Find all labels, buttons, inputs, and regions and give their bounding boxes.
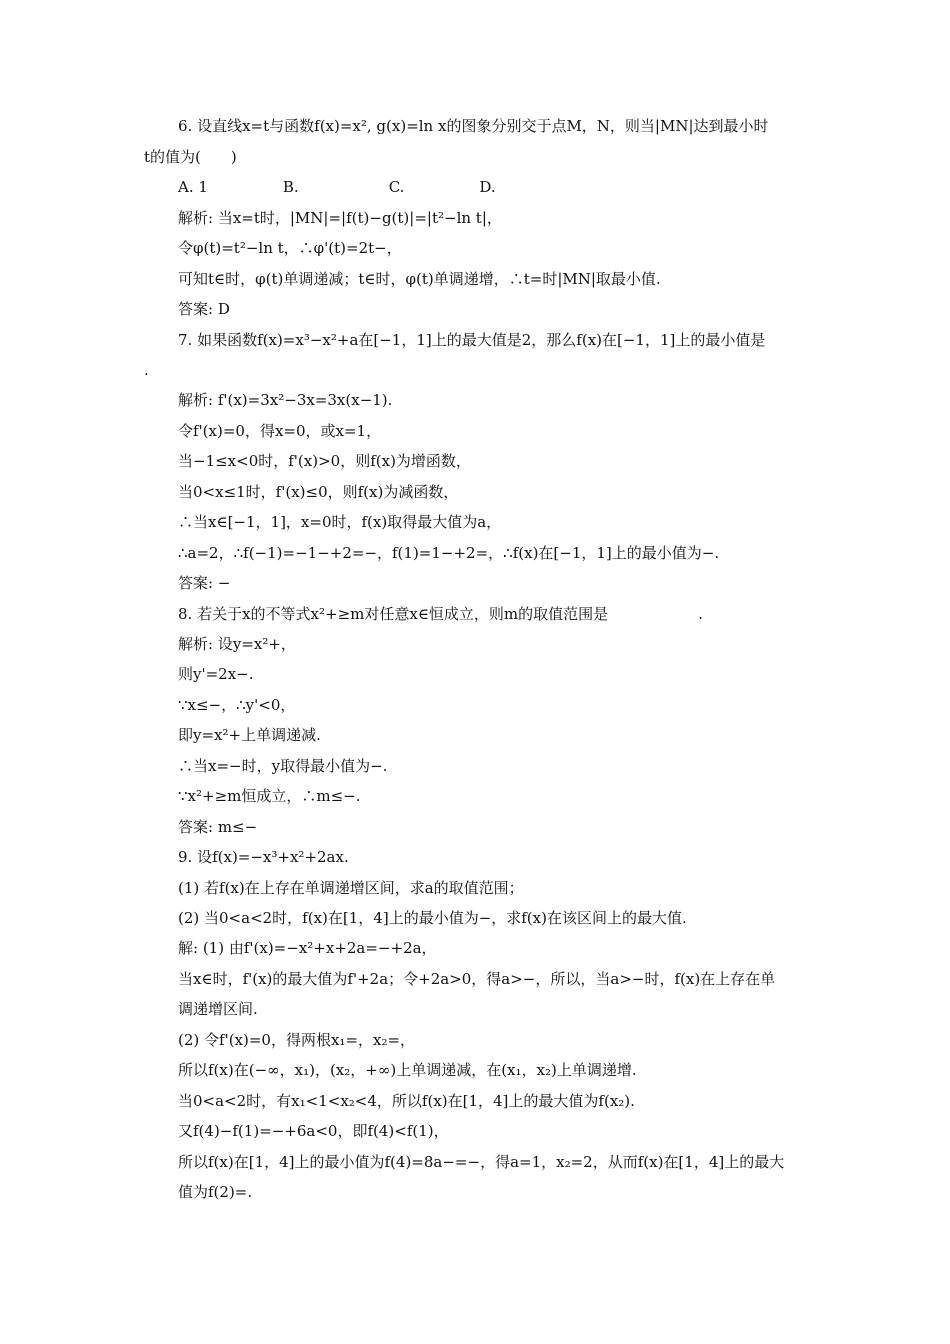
problem-9-solution-line: 解: (1) 由f'(x)=−x²+x+2a=−+2a， [178, 939, 437, 957]
problem-6-options: A. 1 B. C. D. [178, 178, 496, 196]
problem-8-solution-line: ∵x≤−，∴y'<0， [178, 696, 296, 714]
problem-9-solution-line: 所以f(x)在[1，4]上的最小值为f(4)=8a−=−，得a=1，x₂=2，从而f(x)在[1，4]上的最大 [178, 1153, 785, 1171]
problem-9-solution-line: (2) 令f'(x)=0，得两根x₁=，x₂=， [178, 1031, 416, 1049]
problem-9-solution-line: 又f(4)−f(1)=−+6a<0，即f(4)<f(1)， [178, 1122, 449, 1140]
problem-9-solution-line: 所以f(x)在(−∞，x₁)，(x₂，+∞)上单调递减，在(x₁，x₂)上单调递增. [178, 1061, 637, 1079]
problem-7-solution-line: 当−1≤x<0时，f'(x)>0，则f(x)为增函数， [178, 452, 471, 470]
problem-6-answer: 答案: D [178, 300, 230, 318]
problem-9-part-2: (2) 当0<a<2时，f(x)在[1，4]上的最小值为−，求f(x)在该区间上的最大值. [178, 909, 687, 927]
problem-6-stem-cont: t的值为( ) [144, 148, 237, 166]
problem-7-solution-line: 令f'(x)=0，得x=0，或x=1， [178, 422, 382, 440]
problem-8-stem: 8. 若关于x的不等式x²+≥m对任意x∈恒成立，则m的取值范围是 . [178, 605, 703, 623]
problem-8-solution-line: ∴当x=−时，y取得最小值为−. [178, 757, 388, 775]
problem-9-solution-line: 当0<a<2时，有x₁<1<x₂<4，所以f(x)在[1，4]上的最大值为f(x₂). [178, 1092, 635, 1110]
problem-6-stem: 6. 设直线x=t与函数f(x)=x², g(x)=ln x的图象分别交于点M，N，则当|MN|达到最小时 [178, 117, 769, 135]
problem-7-answer: 答案: − [178, 574, 231, 592]
problem-9-stem: 9. 设f(x)=−x³+x²+2ax. [178, 848, 349, 866]
problem-9-solution-line: 当x∈时，f'(x)的最大值为f'+2a；令+2a>0，得a>−，所以，当a>−时，f(x)在上存在单 [178, 970, 776, 988]
problem-6-solution-line: 解析: 当x=t时，|MN|=|f(t)−g(t)|=|t²−ln t|， [178, 209, 502, 227]
problem-8-solution-line: 则y'=2x−. [178, 665, 254, 683]
problem-9-solution-line: 值为f(2)=. [178, 1183, 253, 1201]
problem-8-answer: 答案: m≤− [178, 818, 258, 836]
problem-6-solution-line: 可知t∈时，φ(t)单调递减；t∈时，φ(t)单调递增，∴t=时|MN|取最小值. [178, 270, 661, 288]
problem-7-solution-line: 当0<x≤1时，f'(x)≤0，则f(x)为减函数， [178, 483, 459, 501]
problem-8-solution-line: ∵x²+≥m恒成立，∴m≤−. [178, 787, 361, 805]
problem-7-stem: 7. 如果函数f(x)=x³−x²+a在[−1，1]上的最大值是2，那么f(x)在[−1，1]上的最小值是 [178, 331, 766, 349]
problem-9-solution-line: 调递增区间. [178, 1000, 258, 1018]
problem-7-solution-line: ∴当x∈[−1，1]，x=0时，f(x)取得最大值为a， [178, 513, 502, 531]
problem-7-solution-line: ∴a=2，∴f(−1)=−1−+2=−，f(1)=1−+2=，∴f(x)在[−1，1]上的最小值为−. [178, 544, 720, 562]
problem-6-solution-line: 令φ(t)=t²−ln t，∴φ'(t)=2t−， [178, 239, 402, 257]
problem-9-part-1: (1) 若f(x)在上存在单调递增区间，求a的取值范围； [178, 879, 524, 897]
problem-8-solution-line: 解析: 设y=x²+， [178, 635, 296, 653]
problem-7-stem-cont: . [144, 361, 149, 379]
problem-7-solution-line: 解析: f'(x)=3x²−3x=3x(x−1). [178, 391, 393, 409]
problem-8-solution-line: 即y=x²+上单调递减. [178, 726, 321, 744]
